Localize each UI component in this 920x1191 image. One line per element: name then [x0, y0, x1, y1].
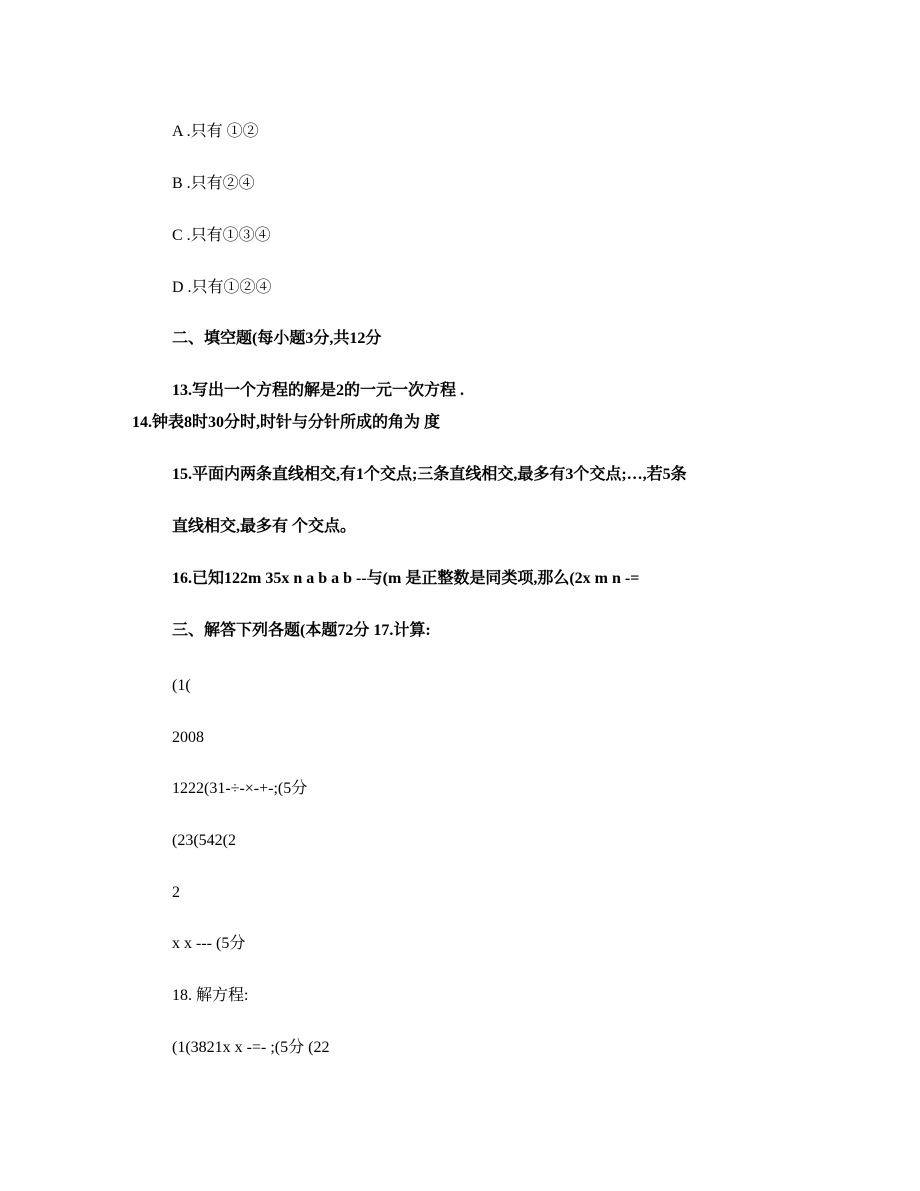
question-15-line-1: 15.平面内两条直线相交,有1个交点;三条直线相交,最多有3个交点;…,若5条 — [172, 466, 687, 483]
option-d: D .只有①②④ — [172, 279, 272, 296]
option-a: A .只有 ①② — [172, 123, 259, 140]
section-heading-fill-blank: 二、填空题(每小题3分,共12分 — [172, 330, 382, 347]
question-18-part-1: (1(3821x x -=- ;(5分 (22 — [172, 1039, 330, 1056]
calc-exponent: 2008 — [172, 729, 204, 746]
option-c: C .只有①③④ — [172, 227, 271, 244]
calc-exponent-2: 2 — [172, 884, 180, 901]
calc-part-1-label: (1( — [172, 677, 191, 694]
question-13: 13.写出一个方程的解是2的一元一次方程 . — [172, 382, 465, 399]
option-b: B .只有②④ — [172, 175, 255, 192]
calc-part-2-label: (23(542(2 — [172, 832, 236, 849]
calc-expression-1: 1222(31-÷-×-+-;(5分 — [172, 780, 308, 797]
question-14: 14.钟表8时30分时,时针与分针所成的角为 度 — [132, 414, 441, 431]
question-16: 16.已知122m 35x n a b a b --与(m 是正整数是同类项,那么(2x m n -= — [172, 570, 640, 587]
question-15-line-2: 直线相交,最多有 个交点。 — [172, 518, 357, 535]
question-18-heading: 18. 解方程: — [172, 987, 249, 1004]
section-heading-solve: 三、解答下列各题(本题72分 17.计算: — [172, 622, 431, 639]
calc-expression-2: x x --- (5分 — [172, 935, 246, 952]
